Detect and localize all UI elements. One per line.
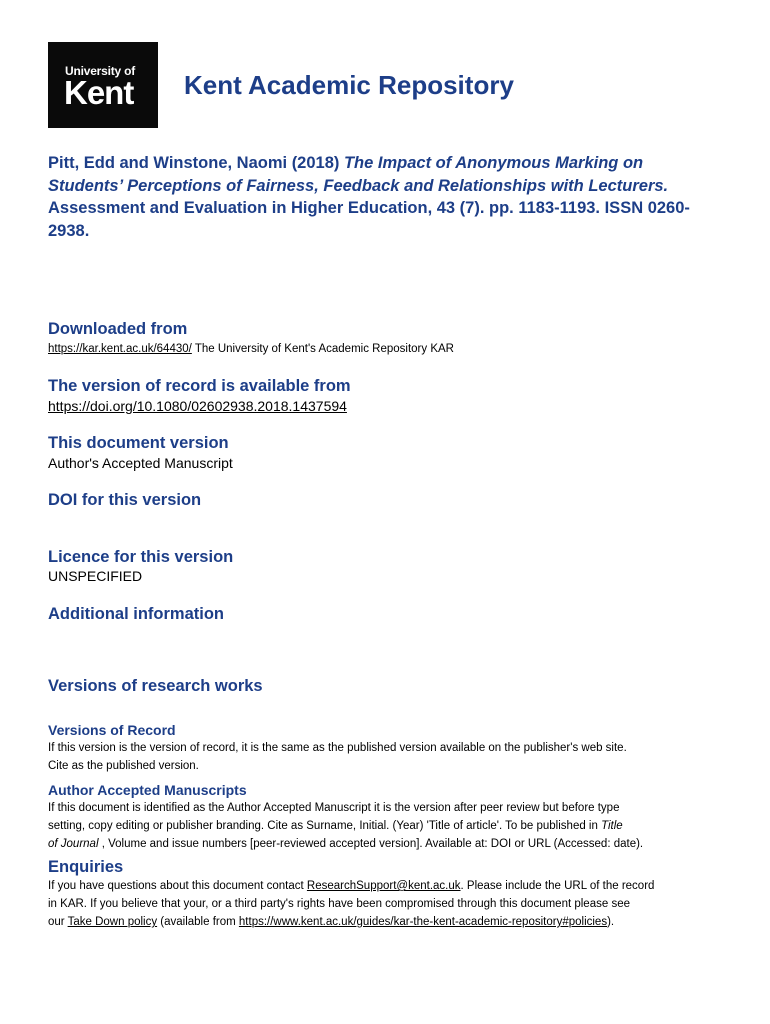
aam-section <box>48 781 748 853</box>
enquiries-heading: Enquiries <box>48 858 124 876</box>
versions-heading: Versions of research works <box>48 677 263 695</box>
versions-of-record-line1: If this version is the version of record, it is the same as the published version available on the publisher's web site. <box>48 742 627 754</box>
versions-of-record-section <box>48 721 748 775</box>
policy-url-link[interactable]: https://www.kent.ac.uk/guides/kar-the-kent-academic-repository#policies <box>238 916 608 928</box>
logo-line2: Kent <box>64 74 134 111</box>
enquiries-line3: our Take Down policy (available from https://www.kent.ac.uk/guides/kar-the-kent-academic-repository#policies). <box>48 916 615 928</box>
citation-title: The Impact of Anonymous Marking on Students’ Perceptions of Fairness, Feedback and Relationships with Lecturers. <box>48 154 669 195</box>
kar-record-link[interactable]: https://kar.kent.ac.uk/64430/ <box>48 343 192 355</box>
licence-value: UNSPECIFIED <box>48 568 143 584</box>
citation-rest: Assessment and Evaluation in Higher Education, 43 (7). pp. 1183-1193. ISSN 0260-2938. <box>48 199 690 240</box>
downloaded-from-section <box>48 319 748 357</box>
version-of-record-heading: The version of record is available from <box>48 377 351 395</box>
aam-line3: of Journal , Volume and issue numbers [peer-reviewed accepted version]. Available at: DOI or URL (Accessed: date). <box>48 838 644 850</box>
document-version-section <box>48 433 748 472</box>
aam-line1: If this document is identified as the Author Accepted Manuscript it is the version after peer review but before type <box>48 802 620 814</box>
university-of-kent-logo <box>48 42 158 128</box>
aam-heading: Author Accepted Manuscripts <box>48 782 247 798</box>
document-version-heading: This document version <box>48 434 229 452</box>
versions-of-record-line2: Cite as the published version. <box>48 760 199 772</box>
research-support-email-link[interactable]: ResearchSupport@kent.ac.uk <box>306 880 461 892</box>
take-down-policy-link[interactable]: Take Down policy <box>67 916 158 928</box>
enquiries-line2: in KAR. If you believe that your, or a third party's rights have been compromised through this document please see <box>48 898 630 910</box>
enquiries-section <box>48 857 748 931</box>
aam-line2: setting, copy editing or publisher branding. Cite as Surname, Initial. (Year) 'Title of article'. To be published in Title <box>48 820 623 832</box>
licence-heading: Licence for this version <box>48 548 234 566</box>
additional-info-heading: Additional information <box>48 605 224 623</box>
doi-link[interactable]: https://doi.org/10.1080/02602938.2018.1437594 <box>48 398 347 414</box>
downloaded-from-heading: Downloaded from <box>48 320 188 338</box>
logo-line1: University of <box>65 64 136 78</box>
version-of-record-section <box>48 376 748 415</box>
versions-section <box>48 676 748 696</box>
citation-authors: Pitt, Edd and Winstone, Naomi (2018) <box>48 154 344 172</box>
enquiries-line1: If you have questions about this document contact ResearchSupport@kent.ac.uk. Please include the URL of the record <box>48 880 655 892</box>
versions-of-record-heading: Versions of Record <box>48 722 176 738</box>
citation <box>48 152 698 242</box>
doi-version-heading: DOI for this version <box>48 491 202 509</box>
additional-info-section <box>48 604 748 624</box>
licence-section <box>48 547 748 585</box>
doi-version-section <box>48 490 748 510</box>
downloaded-from-text: The University of Kent's Academic Repository KAR <box>191 343 454 355</box>
repository-title: Kent Academic Repository <box>184 70 514 100</box>
document-version-value: Author's Accepted Manuscript <box>48 455 233 471</box>
